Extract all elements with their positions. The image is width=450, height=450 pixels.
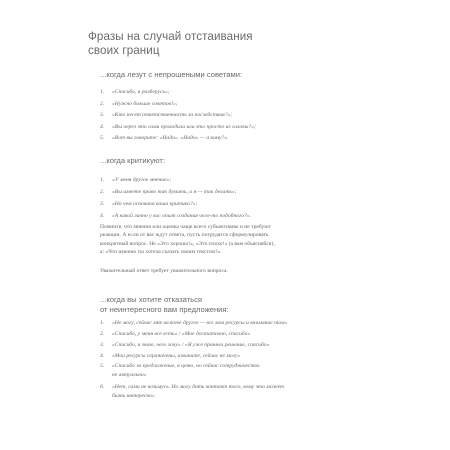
list-item: 3. «Кто несет ответственность за последствия?»; — [100, 112, 233, 118]
criticism-phrase-list — [100, 174, 251, 222]
title-line-1: Фразы на случай отстаивания — [88, 30, 253, 43]
list-item: 1. «Не могу, сейчас мне важнее другое — все мои ресурсы и внимание там» — [100, 320, 288, 326]
page-title — [88, 30, 368, 58]
section-heading-decline: ...когда вы хотите отказаться от неинтересного вам предложения: — [100, 295, 229, 314]
title-line-2: своих границ — [88, 44, 160, 57]
list-item: 4. «А какой лично у вас опыт создания чего-то подобного?». — [100, 213, 251, 219]
criticism-paragraph: Помните, что мнения или оценка чаще всего субъективны и не требуют реакции. А если от вас ждут ответа, пусть потрудятся сформулировать конкретный вопрос. Не «Это хорошо!», «Это плохо!» (а вам объясняйся), а: «Что именно ты хотела сказать своим текстом?». — [100, 224, 275, 256]
list-item: 3. «На чем основана ваша критика?»; — [100, 201, 198, 207]
section-heading-criticism: ...когда критикуют: — [100, 156, 165, 165]
list-item: 2. «Спасибо, у меня все есть» / «Мне достаточно, спасибо» — [100, 331, 251, 337]
list-item: 6. «Нет, сама не возьмусь. Но могу дать контакт того, кому это может быть интересно» — [100, 384, 285, 399]
list-item: 3. «Спасибо, я знаю, чего хочу» / «Я уже приняла решение, спасибо» — [100, 342, 270, 348]
list-item: 4. «Мои ресурсы ограничены, извините, сейчас не могу» — [100, 353, 241, 359]
list-item: 4. «Вы через это сами проходили или это просто из головы?»; — [100, 123, 256, 130]
list-item: 2. «Нужно больше советов!»; — [100, 100, 178, 107]
advice-phrase-list — [100, 87, 256, 145]
list-item: 1. «У меня другое мнение»; — [100, 177, 172, 183]
list-item: 1. «Спасибо, я разберусь»; — [100, 89, 170, 95]
list-item: 5. «Спасибо за предложение, я ценю, но сейчас сотрудничество не актуально» — [100, 363, 260, 378]
respect-note: Уважительный ответ требует уважительного вопроса. — [100, 268, 228, 274]
section-heading-advice: ...когда лезут с непрошеными советами: — [100, 70, 243, 79]
decline-phrase-list — [100, 318, 287, 401]
list-item: 2. «Вы имеете право так думать, а я — так делать»; — [100, 189, 237, 195]
list-item: 5. «Вот вы говорите: «Надо». «Надо» — а кому?». — [100, 135, 229, 141]
